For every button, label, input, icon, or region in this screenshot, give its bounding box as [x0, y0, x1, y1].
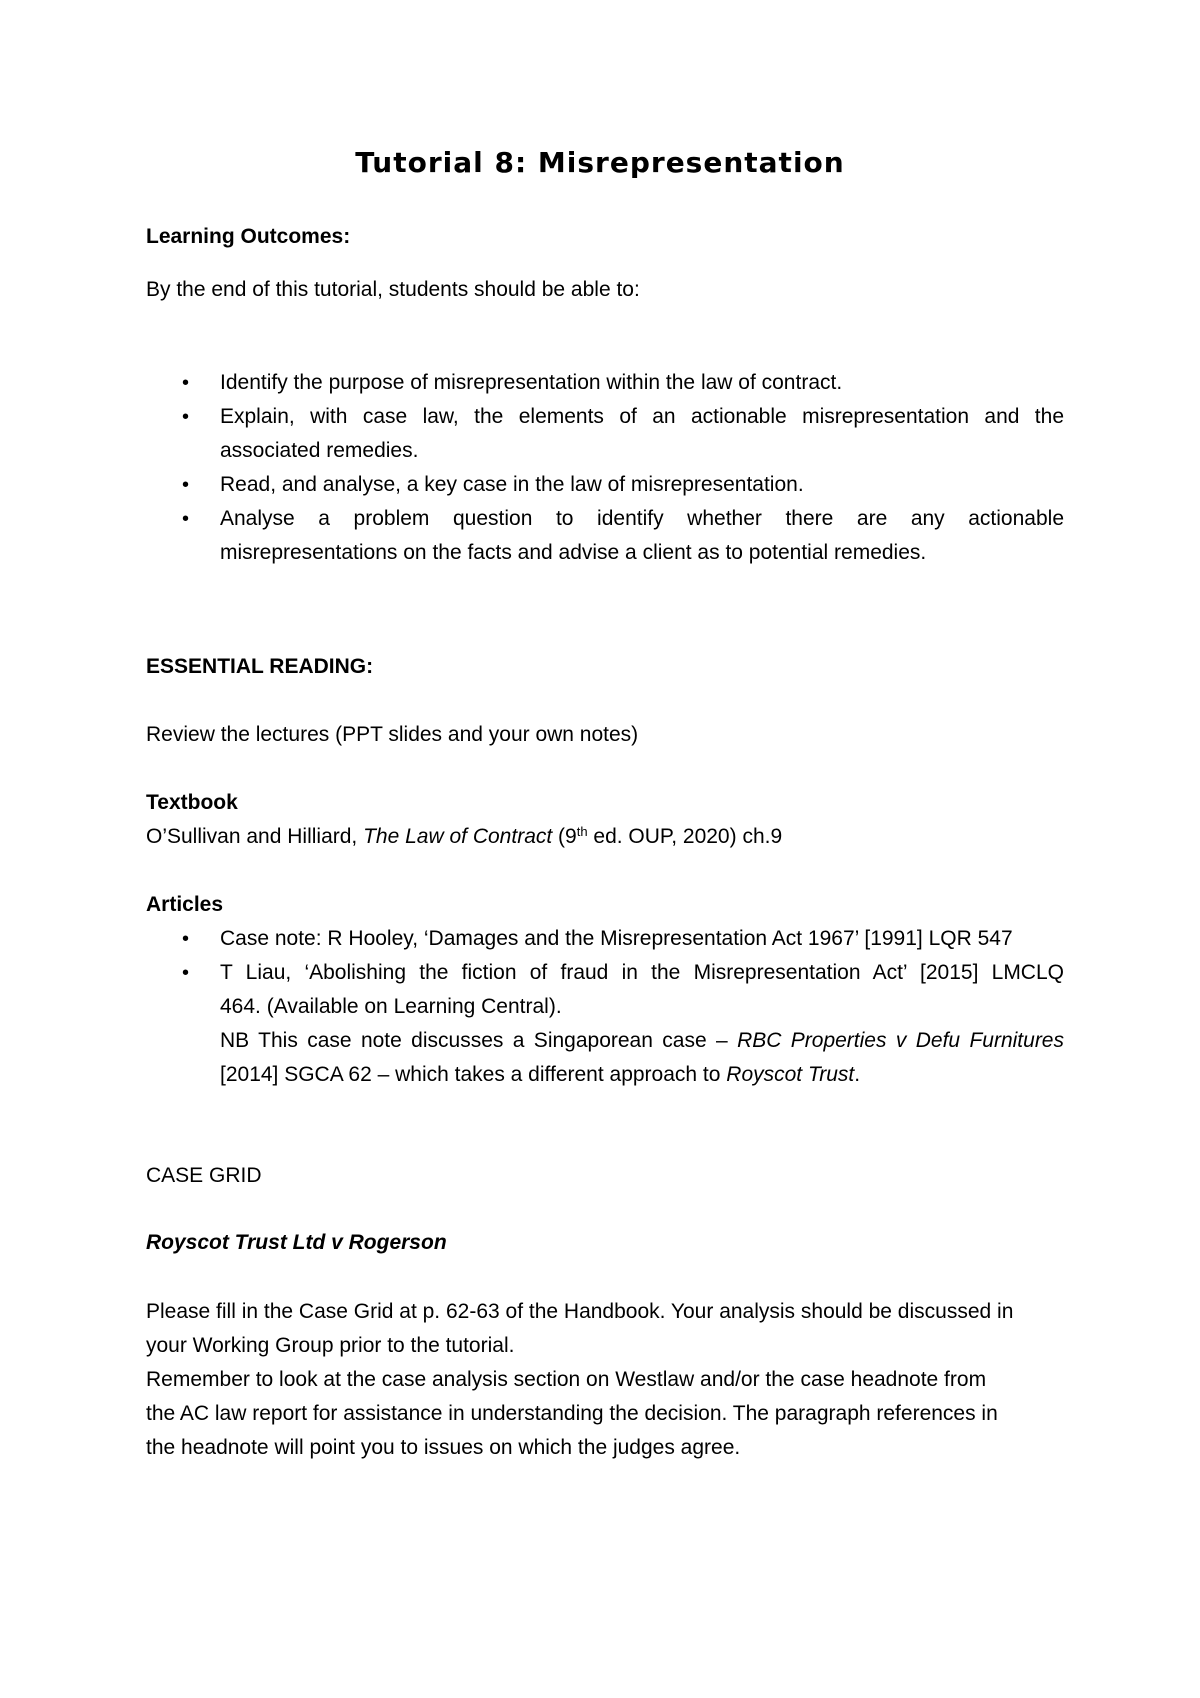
- learning-outcomes-heading: Learning Outcomes:: [146, 225, 351, 248]
- case-grid-instructions: Please fill in the Case Grid at p. 62-63 of the Handbook. Your analysis should be discussed in your Working Group prior to the tutorial. Remember to look at the case analysis section on Westlaw and/or the case headnote from the AC law report for assistance in understanding the decision. The paragraph references in the headnote will point you to issues on which the judges agree.: [146, 1300, 1014, 1459]
- bullet-icon: •: [182, 962, 190, 984]
- list-item: • Analyse a problem question to identify whether there are any actionable misrepresentations on the facts and advise a client as to potential remedies.: [146, 502, 1064, 570]
- learning-outcomes-list: [146, 366, 1064, 570]
- bullet-icon: •: [182, 928, 190, 950]
- bullet-icon: •: [182, 474, 190, 496]
- bullet-icon: •: [182, 508, 190, 530]
- page-title: Tutorial 8: Misrepresentation: [355, 146, 845, 179]
- essential-reading-heading: ESSENTIAL READING:: [146, 655, 374, 678]
- textbook-heading: Textbook: [146, 791, 238, 814]
- list-item: • T Liau, ‘Abolishing the fiction of fraud in the Misrepresentation Act’ [2015] LMCLQ 464. (Available on Learning Central). NB This case note discusses a Singaporean case – RBC Properties v Defu Furnitures [2014] SGCA 62 – which takes a different approach to Royscot Trust.: [146, 956, 1064, 1092]
- list-item: • Case note: R Hooley, ‘Damages and the Misrepresentation Act 1967’ [1991] LQR 547: [146, 922, 1064, 956]
- list-item: • Read, and analyse, a key case in the law of misrepresentation.: [146, 468, 1064, 502]
- list-item: • Explain, with case law, the elements of an actionable misrepresentation and the associated remedies.: [146, 400, 1064, 468]
- case-grid-case-name: Royscot Trust Ltd v Rogerson: [146, 1231, 447, 1254]
- list-item: • Identify the purpose of misrepresentation within the law of contract.: [146, 366, 1064, 400]
- articles-list: [146, 922, 1064, 1092]
- bullet-icon: •: [182, 372, 190, 394]
- review-lectures-text: Review the lectures (PPT slides and your own notes): [146, 723, 639, 746]
- learning-outcomes-intro: By the end of this tutorial, students should be able to:: [146, 278, 640, 301]
- textbook-title: The Law of Contract: [363, 825, 553, 848]
- textbook-citation: O’Sullivan and Hilliard, The Law of Contract (9th ed. OUP, 2020) ch.9: [146, 824, 783, 848]
- bullet-icon: •: [182, 406, 190, 428]
- articles-heading: Articles: [146, 893, 224, 916]
- case-name-rbc: RBC Properties v Defu Furnitures: [737, 1029, 1064, 1052]
- case-name-royscot: Royscot Trust: [726, 1063, 855, 1086]
- case-grid-heading: CASE GRID: [146, 1164, 262, 1187]
